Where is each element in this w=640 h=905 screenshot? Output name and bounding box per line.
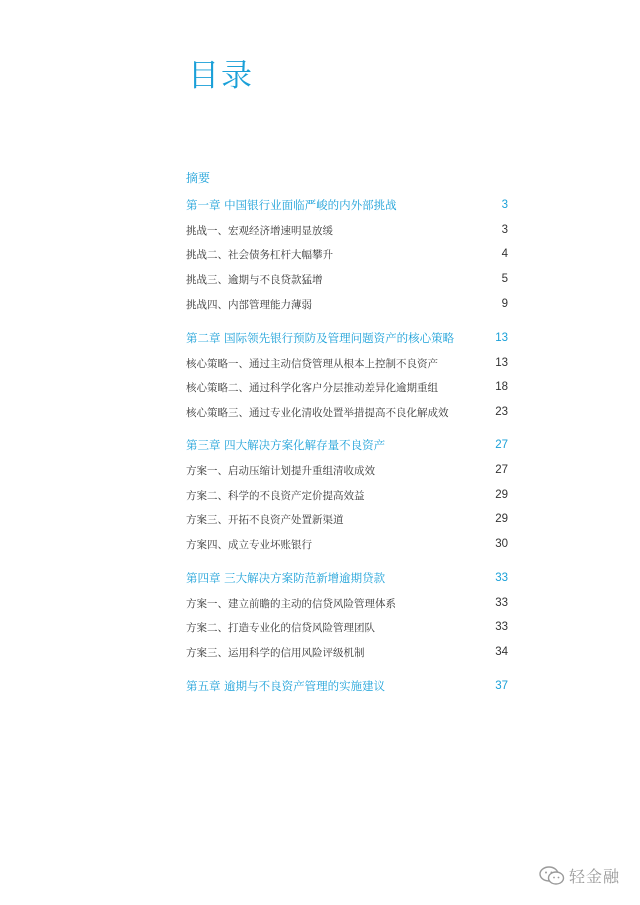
toc-page-number: 13 xyxy=(495,357,508,369)
toc-entry-label: 挑战三、逾期与不良贷款猛增 xyxy=(186,273,323,286)
toc-chapter-row[interactable] xyxy=(186,436,508,454)
toc-page-number: 18 xyxy=(495,381,508,393)
toc-page-number: 33 xyxy=(495,621,508,633)
toc-entry-label: 挑战一、宏观经济增速明显放缓 xyxy=(186,224,333,237)
toc-entry-label: 方案一、建立前瞻的主动的信贷风险管理体系 xyxy=(186,597,396,610)
toc-page-number: 3 xyxy=(501,199,508,211)
toc-entry-label: 方案一、启动压缩计划提升重组清收成效 xyxy=(186,464,375,477)
toc-page-number: 34 xyxy=(495,646,508,658)
toc-entry-label: 挑战二、社会债务杠杆大幅攀升 xyxy=(186,248,333,261)
toc-entry-label: 方案二、打造专业化的信贷风险管理团队 xyxy=(186,621,375,634)
toc-item-row[interactable] xyxy=(186,270,508,288)
toc-page-number: 5 xyxy=(501,273,508,285)
toc-item-row[interactable] xyxy=(186,245,508,263)
watermark xyxy=(539,864,620,887)
wechat-icon xyxy=(539,866,565,886)
toc-chapter-row[interactable] xyxy=(186,196,508,214)
toc-entry-label: 挑战四、内部管理能力薄弱 xyxy=(186,298,312,311)
toc-page-number: 23 xyxy=(495,406,508,418)
toc-item-row[interactable] xyxy=(186,295,508,313)
toc-page-number: 30 xyxy=(495,538,508,550)
toc-entry-label: 第四章 三大解决方案防范新增逾期贷款 xyxy=(186,571,386,585)
toc-page-number: 3 xyxy=(501,224,508,236)
toc-entry-label: 第五章 逾期与不良资产管理的实施建议 xyxy=(186,679,386,693)
page-title: 目录 xyxy=(188,58,254,94)
toc-page-number: 33 xyxy=(495,597,508,609)
toc-item-row[interactable] xyxy=(186,486,508,504)
toc-page-number: 9 xyxy=(501,298,508,310)
toc-entry-label: 方案二、科学的不良资产定价提高效益 xyxy=(186,489,365,502)
toc-item-row[interactable] xyxy=(186,403,508,421)
toc-entry-label: 方案四、成立专业坏账银行 xyxy=(186,538,312,551)
toc-entry-label: 第三章 四大解决方案化解存量不良资产 xyxy=(186,438,386,452)
toc-chapter-row[interactable] xyxy=(186,677,508,695)
toc-item-row[interactable] xyxy=(186,378,508,396)
toc-item-row[interactable] xyxy=(186,221,508,239)
toc-entry-label: 方案三、开拓不良资产处置新渠道 xyxy=(186,513,344,526)
toc-entry-label: 方案三、运用科学的信用风险评级机制 xyxy=(186,646,365,659)
toc-page-number: 4 xyxy=(501,248,508,260)
toc-entry-label: 第二章 国际领先银行预防及管理问题资产的核心策略 xyxy=(186,331,455,345)
toc-item-row[interactable] xyxy=(186,354,508,372)
toc-page-number: 37 xyxy=(495,680,508,692)
toc-page-number: 27 xyxy=(495,464,508,476)
toc-page-number: 13 xyxy=(495,332,508,344)
toc-chapter-row[interactable] xyxy=(186,329,508,347)
toc-page-number: 29 xyxy=(495,489,508,501)
toc-item-row[interactable] xyxy=(186,643,508,661)
toc-entry-label: 第一章 中国银行业面临严峻的内外部挑战 xyxy=(186,198,397,212)
toc-entry-label: 核心策略二、通过科学化客户分层推动差异化逾期重组 xyxy=(186,381,438,394)
toc-item-row[interactable] xyxy=(186,618,508,636)
watermark-text: 轻金融 xyxy=(568,867,620,886)
toc-item-row[interactable] xyxy=(186,535,508,553)
toc-page-number: 27 xyxy=(495,439,508,451)
toc-abstract-link[interactable]: 摘要 xyxy=(186,171,211,185)
toc-item-row[interactable] xyxy=(186,510,508,528)
toc-item-row[interactable] xyxy=(186,594,508,612)
toc-entry-label: 核心策略一、通过主动信贷管理从根本上控制不良资产 xyxy=(186,357,438,370)
toc-item-row[interactable] xyxy=(186,461,508,479)
toc-chapter-row[interactable] xyxy=(186,569,508,587)
toc-entry-label: 核心策略三、通过专业化清收处置举措提高不良化解成效 xyxy=(186,406,449,419)
toc-page-number: 33 xyxy=(495,572,508,584)
toc-page-number: 29 xyxy=(495,513,508,525)
